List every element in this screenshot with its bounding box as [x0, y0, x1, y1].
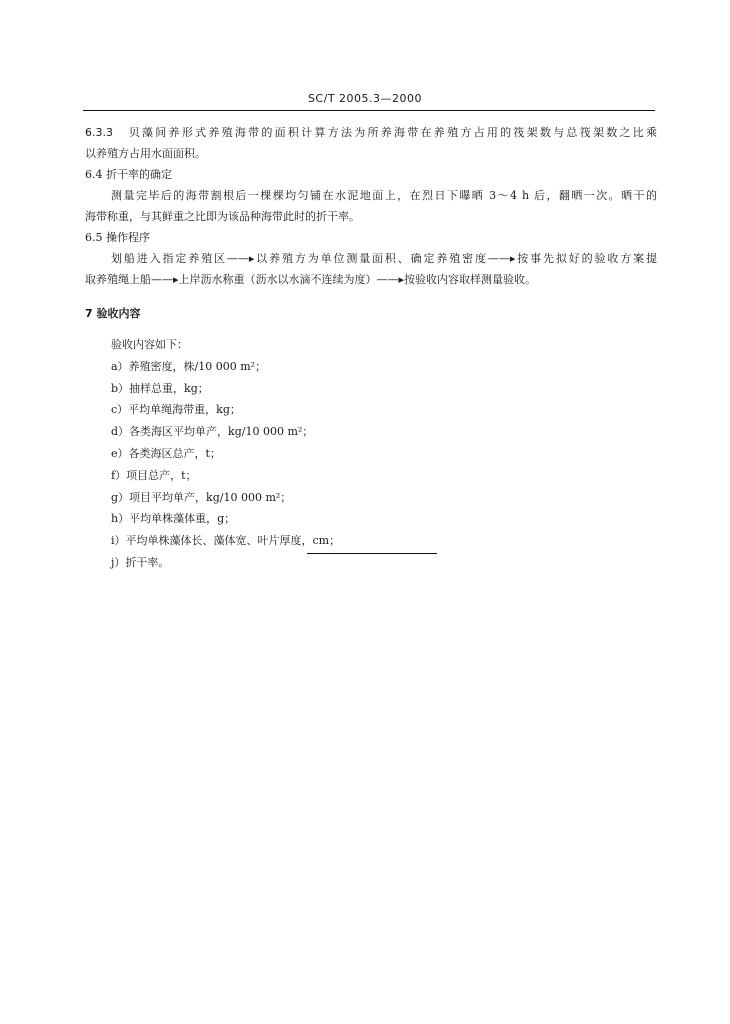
- list-item: f）项目总产，t；: [111, 468, 197, 482]
- section-6-4-line-2: 海带称重，与其鲜重之比即为该品种海带此时的折干率。: [85, 210, 360, 223]
- end-of-document-rule: [307, 553, 437, 554]
- section-6-5-heading: 6.5 操作程序: [85, 231, 150, 244]
- acceptance-intro: 验收内容如下：: [111, 338, 188, 351]
- section-6-3-3-text: 贝藻间养形式养殖海带的面积计算方法为所养海带在养殖方占用的筏架数与总筏架数之比乘: [128, 126, 658, 139]
- section-6-5-line-1: 划船进入指定养殖区——▸以养殖方为单位测量面积、确定养殖密度——▸按事先拟好的验收方案提: [111, 252, 657, 265]
- list-item: g）项目平均单产，kg/10 000 m²；: [111, 490, 292, 504]
- page-header: SC/T 2005.3—2000: [307, 92, 423, 105]
- document-body: [85, 122, 657, 574]
- list-item: a）养殖密度，株/10 000 m²；: [111, 359, 267, 373]
- section-6-3-3-line-1: [85, 122, 657, 143]
- list-item: e）各类海区总产，t；: [111, 446, 221, 460]
- list-item: j）折干率。: [111, 555, 170, 569]
- section-6-3-3-number: 6.3.3: [85, 126, 113, 139]
- list-item: d）各类海区平均单产，kg/10 000 m²；: [111, 425, 314, 439]
- list-item: i）平均单株藻体长、藻体宽、叶片厚度，cm；: [111, 534, 341, 548]
- list-item: b）抽样总重，kg；: [111, 381, 209, 395]
- section-6-4-heading: 6.4 折干率的确定: [85, 168, 172, 181]
- acceptance-list: [85, 334, 657, 574]
- section-6-3-3-line-2: 以养殖方占用水面面积。: [85, 147, 206, 160]
- list-item: h）平均单株藻体重，g；: [111, 512, 236, 526]
- section-6-4-line-1: 测量完毕后的海带割根后一棵棵均匀铺在水泥地面上，在烈日下曝晒 3～4 h 后，翻晒一次。晒干的: [111, 189, 657, 202]
- section-7-heading: 7 验收内容: [85, 307, 141, 320]
- header-rule: [83, 110, 655, 111]
- section-6-5-line-2: 取养殖绳上船——▸上岸沥水称重（沥水以水滴不连续为度）——▸按验收内容取样测量验收。: [85, 273, 537, 286]
- list-item: c）平均单绳海带重，kg；: [111, 403, 241, 417]
